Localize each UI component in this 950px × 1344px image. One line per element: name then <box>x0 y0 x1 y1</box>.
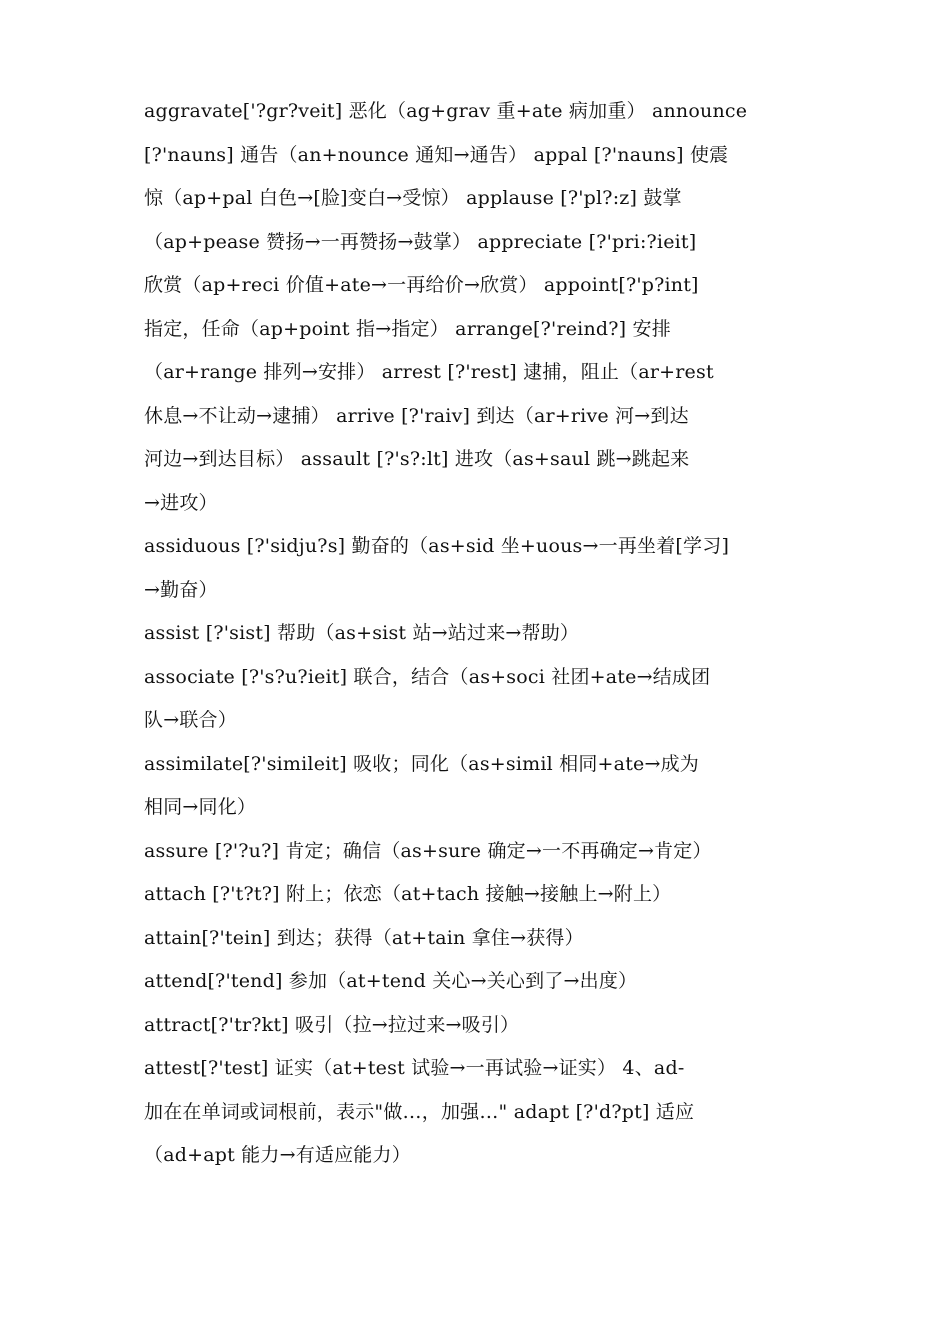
text-line: →勤奋） <box>144 578 218 601</box>
text-line: attend[?'tend] 参加（at+tend 关心→关心到了→出度） <box>144 970 638 992</box>
text-line: 欣赏（ap+reci 价值+ate→一再给价→欣赏） appoint[?'p?int] <box>144 274 699 296</box>
text-line: （ap+pease 赞扬→一再赞扬→鼓掌） appreciate [?'pri:?ieit] <box>144 230 697 253</box>
text-line: aggravate['?gr?veit] 恶化（ag+grav 重+ate 病加重） announce <box>144 100 748 122</box>
text-line: assure [?'?u?] 肯定；确信（as+sure 确定→一不再确定→肯定） <box>144 839 712 862</box>
text-line: →进攻） <box>144 491 218 514</box>
text-line: （ar+range 排列→安排） arrest [?'rest] 逮捕，阻止（ar+rest <box>144 361 714 383</box>
text-line: 指定，任命（ap+point 指→指定） arrange[?'reind?] 安排 <box>144 317 671 340</box>
text-line: [?'nauns] 通告（an+nounce 通知→通告） appal [?'nauns] 使震 <box>144 143 729 166</box>
vocabulary-text <box>144 90 824 1178</box>
text-line: 加在在单词或词根前，表示"做…，加强…" adapt [?'d?pt] 适应 <box>144 1100 695 1123</box>
text-line: assimilate[?'simileit] 吸收；同化（as+simil 相同+ate→成为 <box>144 752 699 775</box>
text-line: attach [?'t?t?] 附上；依恋（at+tach 接触→接触上→附上） <box>144 883 672 905</box>
text-line: （ad+apt 能力→有适应能力） <box>144 1144 411 1166</box>
text-line: attain[?'tein] 到达；获得（at+tain 拿住→获得） <box>144 926 584 949</box>
text-line: 惊（ap+pal 白色→[脸]变白→受惊） applause [?'pl?:z] 鼓掌 <box>144 187 682 209</box>
text-line: attest[?'test] 证实（at+test 试验→一再试验→证实） 4、ad- <box>144 1057 685 1079</box>
text-line: attract[?'tr?kt] 吸引（拉→拉过来→吸引） <box>144 1013 520 1036</box>
text-line: 河边→到达目标） assault [?'s?:lt] 进攻（as+saul 跳→跳起来 <box>144 448 690 470</box>
text-line: assiduous [?'sidju?s] 勤奋的（as+sid 坐+uous→一再坐着[学习] <box>144 535 730 557</box>
text-line: 相同→同化） <box>144 796 257 818</box>
text-line: associate [?'s?u?ieit] 联合，结合（as+soci 社团+ate→结成团 <box>144 665 711 688</box>
text-line: 休息→不让动→逮捕） arrive [?'raiv] 到达（ar+rive 河→到达 <box>144 404 689 427</box>
text-line: 队→联合） <box>144 709 237 731</box>
text-line: assist [?'sist] 帮助（as+sist 站→站过来→帮助） <box>144 622 580 644</box>
